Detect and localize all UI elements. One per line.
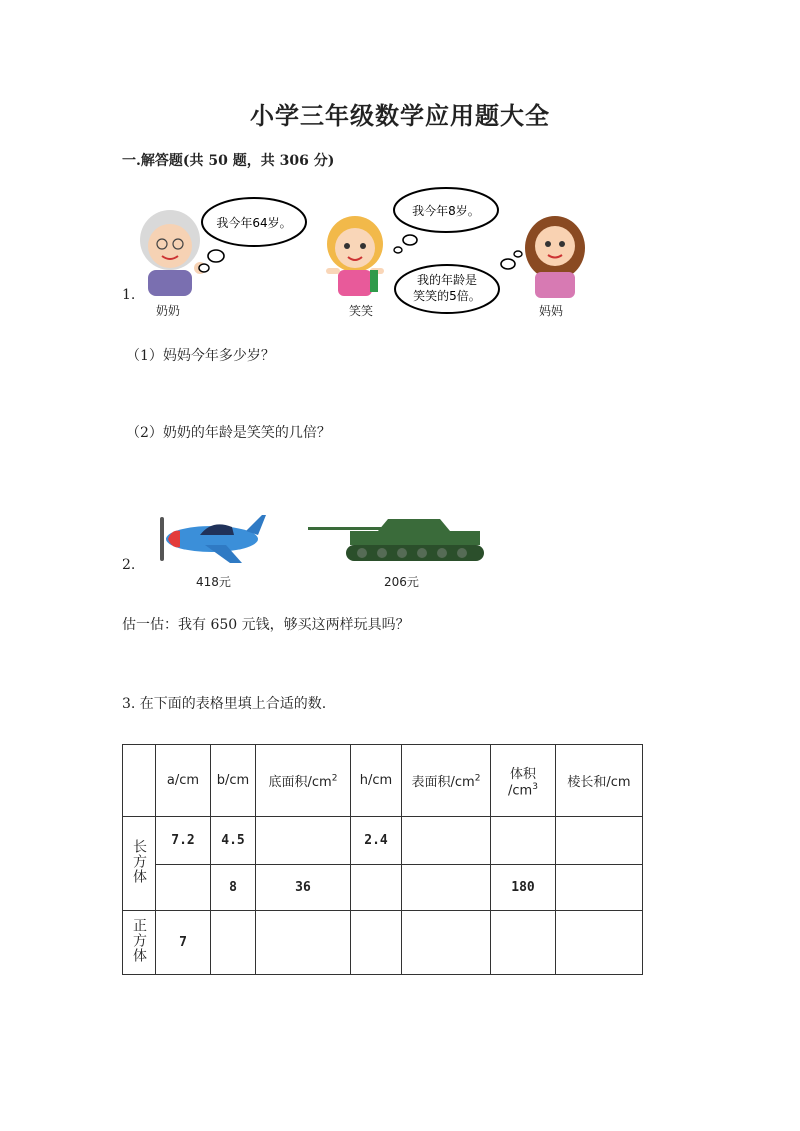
header-a: a/cm bbox=[156, 745, 211, 817]
label-grandma: 奶奶 bbox=[156, 304, 181, 318]
cell-r3-h[interactable] bbox=[351, 911, 402, 975]
cell-r3-a[interactable]: 7 bbox=[156, 911, 211, 975]
cell-r1-h[interactable]: 2.4 bbox=[351, 817, 402, 865]
speech-bubble-grandma bbox=[199, 198, 306, 272]
cell-r2-a[interactable] bbox=[156, 865, 211, 911]
q1-sub2: （2）奶奶的年龄是笑笑的几倍？ bbox=[126, 425, 331, 441]
cell-r1-base-area[interactable] bbox=[256, 817, 351, 865]
price-plane: 418元 bbox=[196, 575, 231, 589]
q2-illustration bbox=[150, 505, 500, 575]
q2-number: 2. bbox=[122, 557, 136, 573]
cell-r1-surface[interactable] bbox=[402, 817, 491, 865]
cell-r2-surface[interactable] bbox=[402, 865, 491, 911]
cell-r2-edge[interactable] bbox=[556, 865, 643, 911]
cell-r3-volume[interactable] bbox=[491, 911, 556, 975]
q1-sub1: （1）妈妈今年多少岁？ bbox=[126, 348, 275, 364]
cell-r3-surface[interactable] bbox=[402, 911, 491, 975]
header-surface-area: 表面积$/cm^2$ bbox=[402, 745, 491, 817]
q1-number: 1. bbox=[122, 287, 136, 303]
header-b: b/cm bbox=[211, 745, 256, 817]
cell-r3-b[interactable] bbox=[211, 911, 256, 975]
grandma-figure bbox=[140, 210, 206, 296]
cell-r2-base-area[interactable]: 36 bbox=[256, 865, 351, 911]
header-h: h/cm bbox=[351, 745, 402, 817]
row-label-cube: 正方体 bbox=[123, 911, 156, 975]
table-row bbox=[123, 817, 643, 865]
dimensions-table bbox=[122, 744, 643, 975]
label-xiaoxiao: 笑笑 bbox=[349, 304, 374, 318]
speech-mom-line1: 我的年龄是 bbox=[416, 273, 478, 287]
speech-xiaoxiao-text: 我今年8岁。 bbox=[412, 204, 480, 218]
cell-r1-volume[interactable] bbox=[491, 817, 556, 865]
cell-r3-edge[interactable] bbox=[556, 911, 643, 975]
xiaoxiao-figure bbox=[326, 216, 384, 296]
table-header-row bbox=[123, 745, 643, 817]
header-base-area: 底面积$/cm^2$ bbox=[256, 745, 351, 817]
cell-r2-h[interactable] bbox=[351, 865, 402, 911]
cell-r1-a[interactable]: 7.2 bbox=[156, 817, 211, 865]
header-edge-sum: 棱长和/cm bbox=[556, 745, 643, 817]
cell-r2-volume[interactable]: 180 bbox=[491, 865, 556, 911]
table-row bbox=[123, 911, 643, 975]
q3-question: 3. 在下面的表格里填上合适的数. bbox=[122, 696, 327, 712]
toy-plane bbox=[160, 515, 266, 563]
cell-r1-edge[interactable] bbox=[556, 817, 643, 865]
corner-cell bbox=[123, 745, 156, 817]
header-volume: 体积 $/cm^3$ bbox=[491, 745, 556, 817]
speech-grandma-text: 我今年64岁。 bbox=[216, 216, 292, 230]
cell-r3-base-area[interactable] bbox=[256, 911, 351, 975]
label-mom: 妈妈 bbox=[539, 304, 564, 318]
mom-figure bbox=[525, 216, 585, 298]
toy-tank bbox=[308, 519, 484, 561]
speech-bubble-mom bbox=[395, 251, 522, 313]
q2-question: 估一估：我有 650 元钱，够买这两样玩具吗？ bbox=[122, 617, 410, 633]
page-title: 小学三年级数学应用题大全 bbox=[250, 101, 550, 130]
table-row bbox=[123, 865, 643, 911]
speech-mom-line2: 笑笑的5倍。 bbox=[413, 289, 481, 303]
price-tank: 206元 bbox=[384, 575, 419, 589]
section-header: 一.解答题(共 50 题，共 306 分) bbox=[122, 153, 335, 169]
cell-r2-b[interactable]: 8 bbox=[211, 865, 256, 911]
row-label-cuboid: 长方体 bbox=[123, 817, 156, 911]
speech-bubble-xiaoxiao bbox=[394, 188, 498, 253]
cell-r1-b[interactable]: 4.5 bbox=[211, 817, 256, 865]
